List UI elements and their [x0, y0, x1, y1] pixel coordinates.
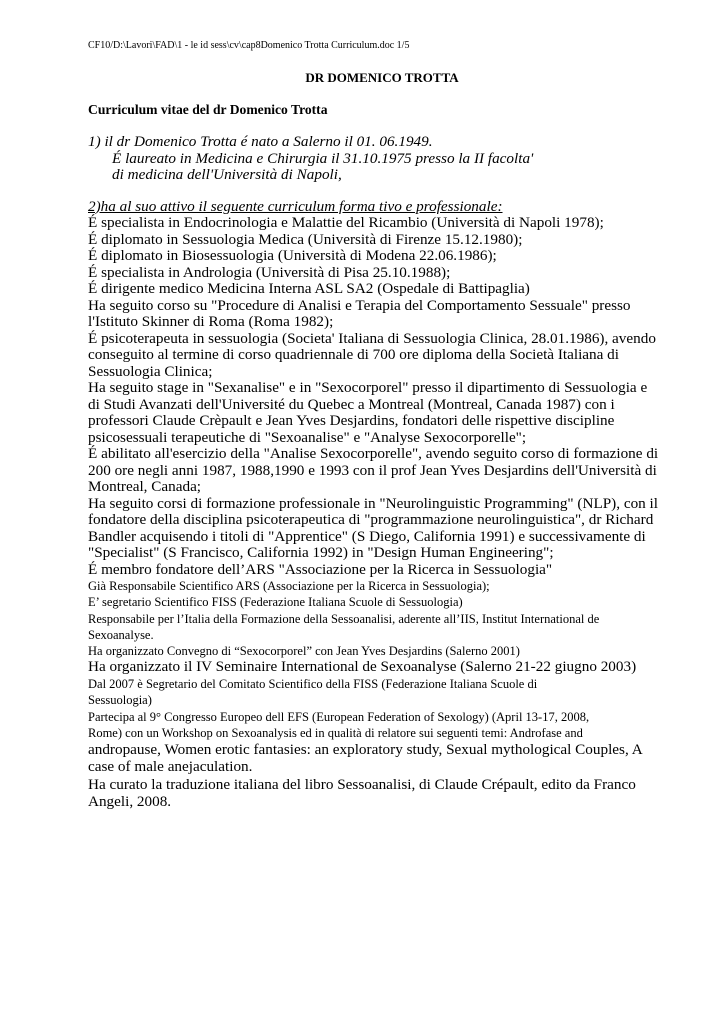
- section-curriculum-heading: 2)ha al suo attivo il seguente curriculum forma tivo e professionale:: [88, 197, 503, 215]
- curriculum-line: Rome) con un Workshop on Sexoanalysis ed in qualità di relatore sui seguenti temi: Androfase and: [88, 725, 583, 740]
- curriculum-line: É dirigente medico Medicina Interna ASL SA2 (Ospedale di Battipaglia): [88, 280, 530, 297]
- document-page: [88, 40, 659, 810]
- section-birth-degree: [88, 134, 648, 184]
- curriculum-line: Ha organizzato Convegno di “Sexocorporel” con Jean Yves Desjardins (Salerno 2001): [88, 644, 520, 659]
- curriculum-small-block: [88, 578, 648, 659]
- curriculum-line: Montreal, Canada;: [88, 478, 202, 495]
- curriculum-line: E’ segretario Scientifico FISS (Federazione Italiana Scuole di Sessuologia): [88, 595, 463, 610]
- curriculum-line: professori Claude Crèpault e Jean Yves Desjardins, fondatori delle rispettive discipline: [88, 412, 615, 429]
- curriculum-line: fondatore della disciplina psicoterapeutica di "programmazione neurolinguistica", dr Richard: [88, 511, 654, 528]
- birth-line: 1) il dr Domenico Trotta é nato a Salerno il 01. 06.1949.: [88, 133, 433, 150]
- seminaire-line: Ha organizzato il IV Seminaire International de Sexoanalyse (Salerno 21-22 giugno 2003): [88, 658, 637, 676]
- document-subtitle: Curriculum vitae del dr Domenico Trotta: [88, 102, 328, 117]
- curriculum-closing-block: [88, 741, 648, 810]
- curriculum-line: Sessuologia Clinica;: [88, 362, 213, 380]
- curriculum-line: di Studi Avanzati dell'Université du Quebec a Montreal (Montreal, Canada 1987) con i: [88, 395, 615, 413]
- university-line: di medicina dell'Università di Napoli,: [112, 166, 342, 183]
- curriculum-main-block: [88, 214, 659, 578]
- curriculum-line: Ha seguito corso su "Procedure di Analisi e Terapia del Comportamento Sessuale" presso: [88, 296, 631, 314]
- curriculum-line: É membro fondatore dell’ARS "Associazione per la Ricerca in Sessuologia": [88, 560, 553, 578]
- document-title: DR DOMENICO TROTTA: [305, 70, 459, 85]
- curriculum-line: É abilitato all'esercizio della "Analise Sexocorporelle", avendo seguito corso di formazione di: [88, 445, 659, 462]
- curriculum-line: 200 ore negli anni 1987, 1988,1990 e 1993 con il prof Jean Yves Desjardins dell'Università di: [88, 461, 657, 479]
- curriculum-line: andropause, Women erotic fantasies: an exploratory study, Sexual mythological Couples, A: [88, 741, 643, 759]
- curriculum-line: Dal 2007 è Segretario del Comitato Scientifico della FISS (Federazione Italiana Scuole di: [88, 676, 538, 691]
- curriculum-line: Ha seguito stage in "Sexanalise" e in "Sexocorporel" presso il dipartimento di Sessuologia e: [88, 379, 648, 396]
- curriculum-line: Bandler acquisendo i titoli di "Apprentice" (S Diego, California 1991) e successivamente di: [88, 527, 646, 545]
- curriculum-line: Partecipa al 9° Congresso Europeo dell EFS (European Federation of Sexology) (April 13-17, 2008,: [88, 709, 590, 724]
- file-path-header: CF10/D:\Lavori\FAD\1 - le id sess\cv\cap8Domenico Trotta Curriculum.doc 1/5: [88, 40, 410, 51]
- curriculum-line: Sessuologia): [88, 693, 152, 708]
- curriculum-line: "Specialist" (S Francisco, California 1992) in "Design Human Engineering";: [88, 544, 554, 561]
- curriculum-small-block-2: [88, 676, 648, 741]
- curriculum-line: É specialista in Endocrinologia e Malattie del Ricambio (Università di Napoli 1978);: [88, 214, 604, 231]
- curriculum-line: Ha seguito corsi di formazione professionale in "Neurolinguistic Programming" (NLP), con il: [88, 494, 658, 512]
- curriculum-line: É diplomato in Sessuologia Medica (Università di Firenze 15.12.1980);: [88, 230, 523, 248]
- curriculum-line: Responsabile per l’Italia della Formazione della Sessoanalisi, aderente all’IIS, Institut International de: [88, 611, 600, 626]
- curriculum-line: Sexoanalyse.: [88, 627, 154, 642]
- curriculum-line: É specialista in Andrologia (Università di Pisa 25.10.1988);: [88, 263, 451, 281]
- curriculum-line: Angeli, 2008.: [88, 792, 172, 810]
- curriculum-line: Già Responsabile Scientifico ARS (Associazione per la Ricerca in Sessuologia);: [88, 579, 490, 593]
- curriculum-line: conseguito al termine di corso quadriennale di 700 ore diploma della Società Italiana di: [88, 346, 619, 363]
- curriculum-line: l'Istituto Skinner di Roma (Roma 1982);: [88, 313, 334, 330]
- curriculum-line: É psicoterapeuta in sessuologia (Societa' Italiana di Sessuologia Clinica, 28.01.1986), avendo: [88, 329, 656, 347]
- curriculum-line: case of male anejaculation.: [88, 758, 253, 776]
- curriculum-line: Ha curato la traduzione italiana del libro Sessoanalisi, di Claude Crépault, edito da Franco: [88, 775, 636, 793]
- curriculum-line: É diplomato in Biosessuologia (Università di Modena 22.06.1986);: [88, 247, 497, 264]
- degree-line: É laureato in Medicina e Chirurgia il 31.10.1975 presso la II facolta': [112, 149, 534, 167]
- curriculum-line: psicosessuali terapeutiche di "Sexoanalise" e "Analyse Sexocorporelle";: [88, 428, 527, 446]
